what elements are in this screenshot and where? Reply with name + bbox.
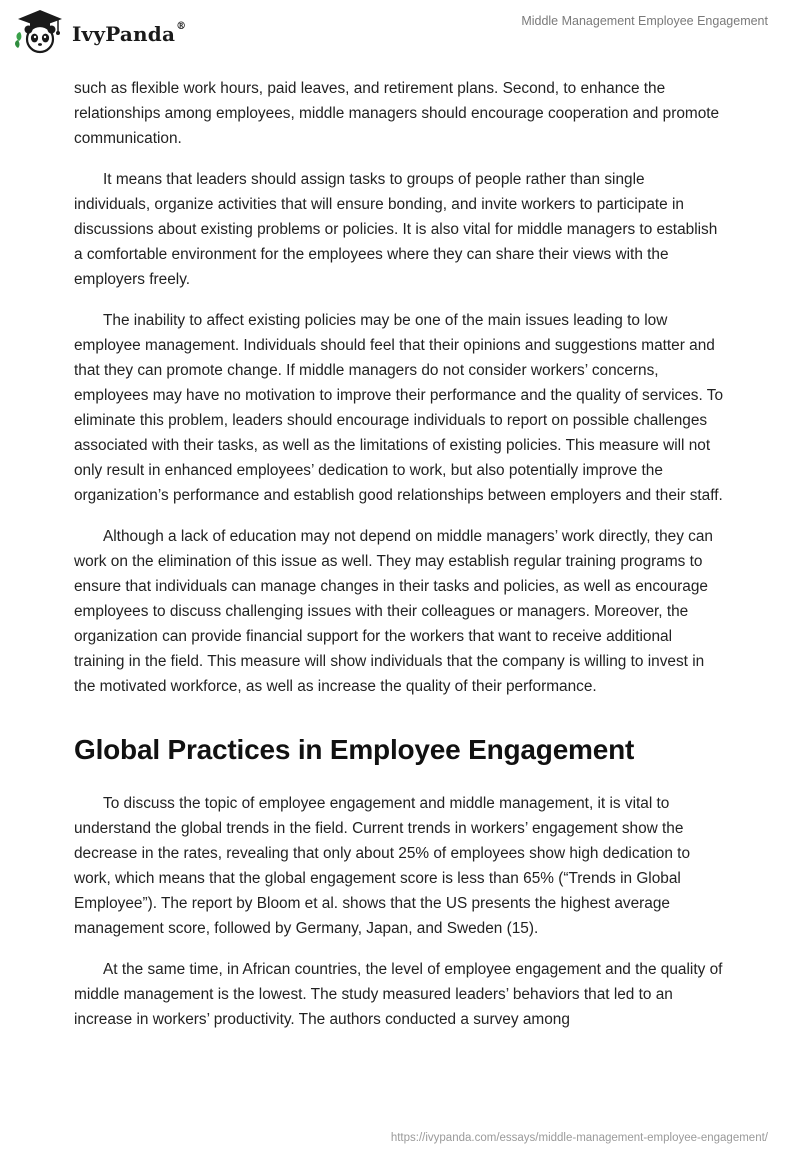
paragraph: It means that leaders should assign tasks to groups of people rather than single individuals, organize activities that will ensure bonding, and invite workers to participate in discussions about existing problems or policies. It is also vital for middle managers to establish a comfortable environment for the employees where they can share their views with the employers freely. bbox=[74, 171, 718, 288]
paragraph: such as flexible work hours, paid leaves, and retirement plans. Second, to enhance the relationships among employees, middle managers should encourage cooperation and promote communication. bbox=[74, 80, 720, 147]
brand-name: IvyPanda® bbox=[72, 21, 187, 46]
ivypanda-logo[interactable] bbox=[14, 8, 214, 58]
paragraph: At the same time, in African countries, the level of employee engagement and the quality of middle management is the lowest. The study measured leaders’ behaviors that led to an increase in workers’ productivity. The authors conducted a survey among bbox=[74, 961, 723, 1028]
section-heading: Global Practices in Employee Engagement bbox=[74, 734, 635, 765]
paragraph: The inability to affect existing policies may be one of the main issues leading to low employee management. Individuals should feel that their opinions and suggestions matter and that they can promote change. If middle managers do not consider workers’ concerns, employees may have no motivation to improve their performance and the quality of services. To eliminate this problem, leaders should encourage individuals to report on possible challenges associated with their tasks, as well as the limitations of existing policies. This measure will not only result in enhanced employees’ dedication to work, but also potentially improve the organization’s performance and establish good relationships between employers and their staff. bbox=[74, 312, 724, 504]
essay-content bbox=[74, 76, 724, 1048]
running-title: Middle Management Employee Engagement bbox=[521, 14, 768, 28]
panda-graduate-icon bbox=[14, 8, 66, 54]
paragraph: To discuss the topic of employee engagement and middle management, it is vital to understand the global trends in the field. Current trends in workers’ engagement show the decrease in the rates, revealing that only about 25% of employees show high dedication to work, which means that the global engagement score is less than 65% (“Trends in Global Employee”). The report by Bloom et al. shows that the US presents the highest average management score, followed by Germany, Japan, and Sweden (15). bbox=[74, 795, 691, 937]
source-url[interactable]: https://ivypanda.com/essays/middle-management-employee-engagement/ bbox=[390, 1132, 768, 1144]
paragraph: Although a lack of education may not depend on middle managers’ work directly, they can work on the elimination of this issue as well. They may establish regular training programs to ensure that individuals can manage changes in their tasks and policies, as well as encourage employees to discuss challenging issues with their colleagues or managers. Moreover, the organization can provide financial support for the workers that want to receive additional training in the field. This measure will show individuals that the company is willing to invest in the motivated workforce, as well as increase the quality of their performance. bbox=[74, 528, 713, 695]
page-header bbox=[0, 0, 800, 72]
